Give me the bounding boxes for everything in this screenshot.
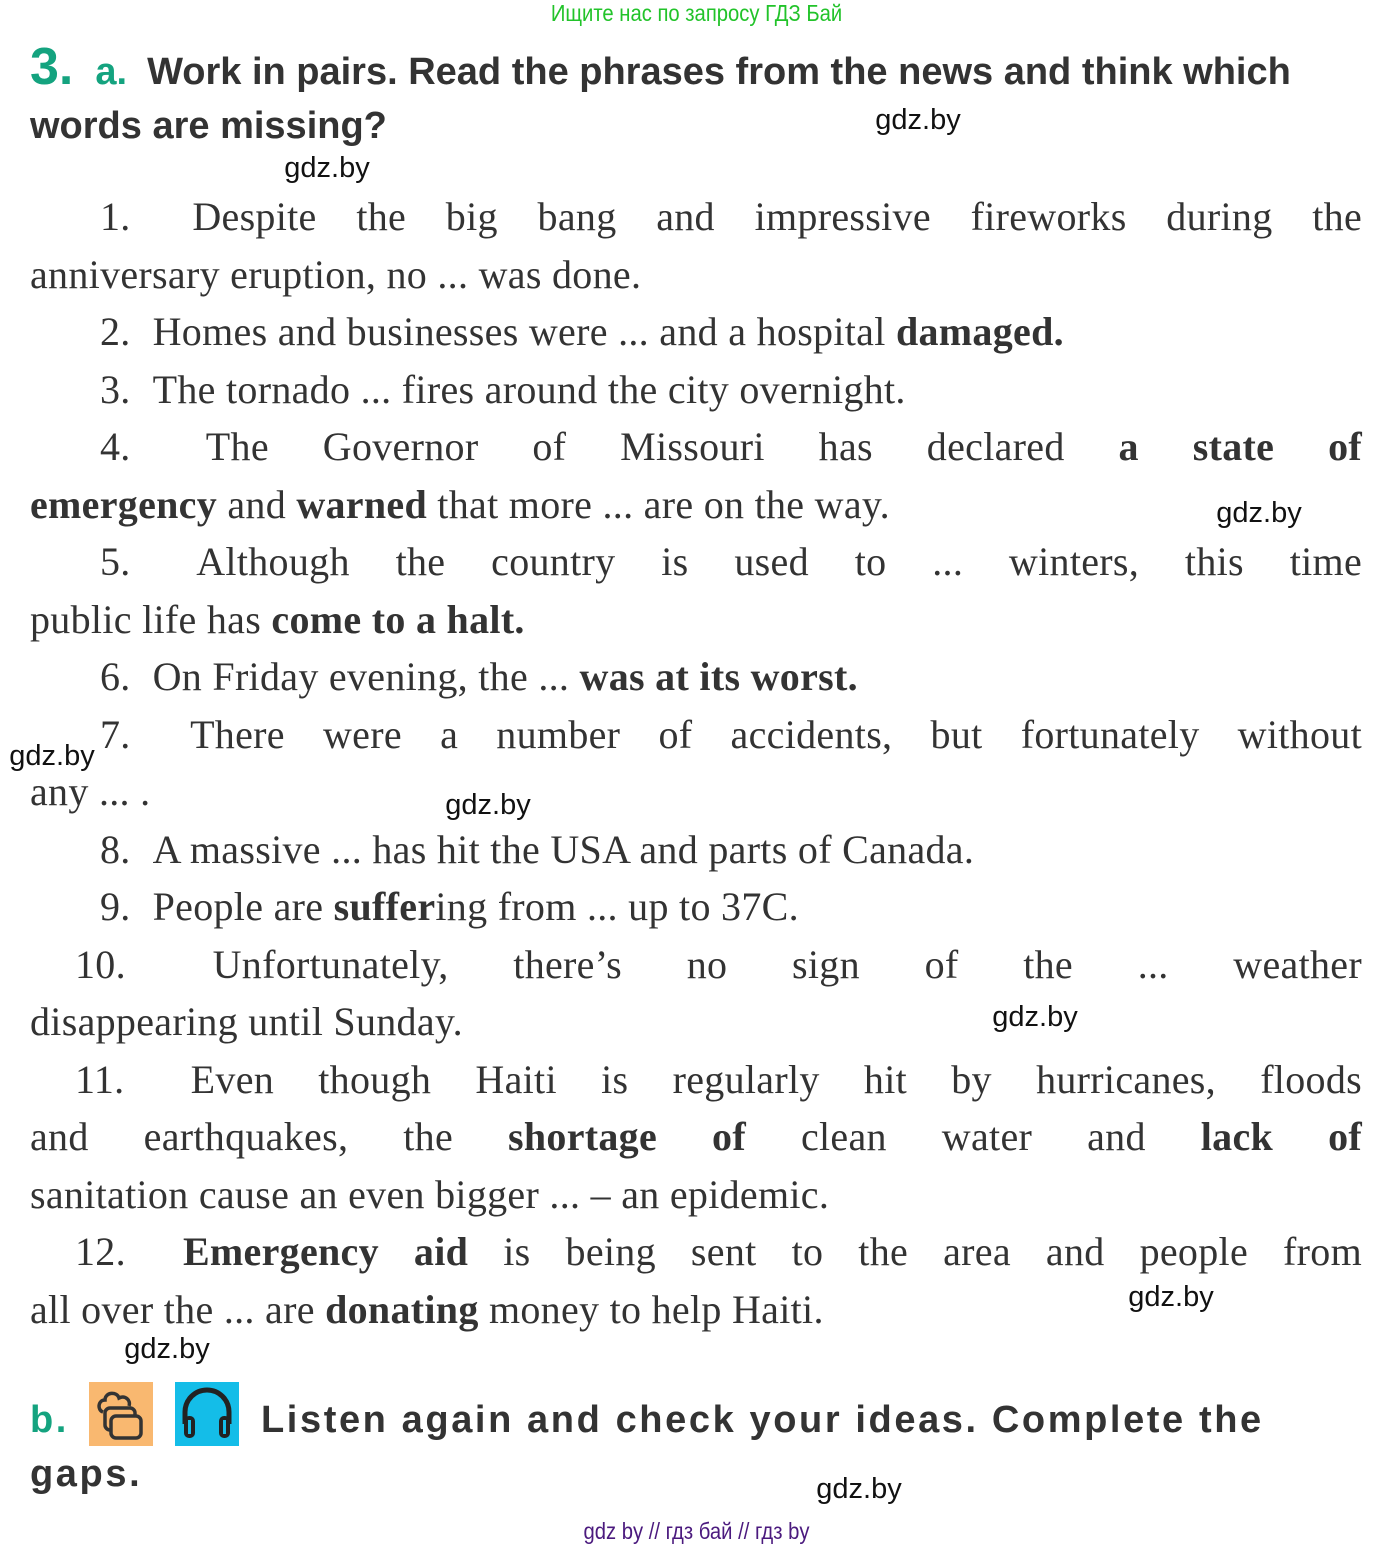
watermark: gdz.by bbox=[9, 740, 95, 772]
item-number: 2. bbox=[100, 309, 131, 354]
sentence-text: that more ... are on the way. bbox=[427, 481, 890, 527]
sentence-line bbox=[100, 307, 1362, 357]
sentence-line bbox=[100, 537, 1362, 587]
watermark: gdz.by bbox=[445, 789, 531, 821]
part-a-label: a. bbox=[95, 51, 128, 93]
watermark: gdz.by bbox=[1216, 497, 1302, 529]
sentence-line bbox=[30, 250, 1362, 300]
bold-phrase: donating bbox=[325, 1286, 479, 1332]
sentence-text: public life has bbox=[30, 596, 272, 642]
item-number: 5. bbox=[100, 539, 131, 584]
headphones-icon bbox=[175, 1382, 239, 1446]
sentence-text: all over the ... are bbox=[30, 1286, 326, 1332]
watermark: gdz.by bbox=[284, 152, 370, 184]
bold-phrase: was at its worst. bbox=[579, 654, 858, 699]
sentence-text: Even though Haiti is regularly hit by hurricanes, floods bbox=[190, 1056, 1362, 1102]
sentence-line bbox=[100, 192, 1362, 242]
sentence-line bbox=[30, 595, 1362, 645]
sentence-line bbox=[30, 1112, 1362, 1162]
item-number: 12. bbox=[75, 1229, 126, 1274]
sentence-line bbox=[30, 997, 1362, 1047]
sentence-line bbox=[75, 1055, 1362, 1105]
sentence-line bbox=[100, 710, 1362, 760]
sentence-text: sanitation cause an even bigger ... – an epidemic. bbox=[30, 1171, 830, 1217]
sentence-line bbox=[100, 882, 1362, 932]
bold-phrase: damaged. bbox=[895, 309, 1064, 354]
watermark: gdz.by bbox=[875, 104, 961, 136]
bold-phrase: suffer bbox=[333, 884, 436, 929]
part-b-label: b. bbox=[30, 1399, 69, 1441]
item-number: 9. bbox=[100, 884, 131, 929]
item-number: 1. bbox=[100, 194, 131, 239]
sentence-line bbox=[100, 825, 1362, 875]
bold-phrase: emergency bbox=[30, 481, 218, 527]
sentence-text: ing from ... up to 37C. bbox=[435, 884, 799, 929]
sentence-text: any ... . bbox=[30, 769, 151, 814]
sentence-text: and bbox=[217, 481, 297, 527]
sentence-text: Despite the big bang and impressive fireworks during the bbox=[192, 194, 1362, 239]
instruction-a: Work in pairs. Read the phrases from the news and think which words are missing? bbox=[30, 51, 1291, 147]
sentence-text: There were a number of accidents, but fortunately without bbox=[190, 711, 1362, 757]
sentence-text: money to help Haiti. bbox=[478, 1286, 824, 1332]
sentence-text: and earthquakes, the bbox=[30, 1114, 508, 1159]
sentence-line bbox=[100, 365, 1362, 415]
sentence-text: The Governor of Missouri has declared bbox=[205, 424, 1119, 469]
instruction-b: Listen again and check your ideas. Complete the gaps. bbox=[30, 1399, 1264, 1495]
item-number: 10. bbox=[75, 941, 126, 987]
bold-phrase: come to a halt. bbox=[271, 596, 525, 642]
bold-phrase: a state of bbox=[1118, 424, 1362, 469]
sentence-text: anniversary eruption, no ... was done. bbox=[30, 251, 642, 297]
sentence-line bbox=[30, 767, 1362, 817]
watermark: gdz.by bbox=[992, 1001, 1078, 1033]
sentence-text: clean water and bbox=[745, 1114, 1201, 1159]
item-number: 3. bbox=[100, 366, 131, 412]
sentence-text: People are bbox=[152, 884, 334, 929]
exercise-number: 3. bbox=[30, 38, 74, 96]
sentence-text: Although the country is used to ... winters, this time bbox=[196, 539, 1363, 584]
sentence-line bbox=[100, 422, 1362, 472]
item-number: 4. bbox=[100, 424, 131, 469]
bold-phrase: warned bbox=[296, 481, 427, 527]
watermark: gdz.by bbox=[124, 1333, 210, 1365]
item-number: 11. bbox=[75, 1056, 125, 1102]
item-number: 7. bbox=[100, 711, 131, 757]
sentence-text: Homes and businesses were ... and a hospital bbox=[152, 309, 896, 354]
exercise-heading bbox=[30, 40, 1365, 153]
sentence-text: disappearing until Sunday. bbox=[30, 999, 463, 1044]
bold-phrase: shortage of bbox=[508, 1114, 746, 1159]
sentence-line bbox=[30, 480, 1362, 530]
sentence-line bbox=[30, 1170, 1362, 1220]
part-b-instruction bbox=[30, 1382, 1362, 1501]
watermark: gdz.by bbox=[1128, 1281, 1214, 1313]
sentence-line bbox=[75, 1227, 1362, 1277]
bottom-banner: gdz by // гдз бай // гдз by bbox=[583, 1518, 810, 1544]
bold-phrase: lack of bbox=[1200, 1114, 1362, 1159]
item-number: 6. bbox=[100, 654, 131, 699]
sentence-text: The tornado ... fires around the city overnight. bbox=[152, 366, 906, 412]
watermark: gdz.by bbox=[816, 1473, 902, 1505]
sentence-text: is being sent to the area and people from bbox=[468, 1229, 1362, 1274]
item-number: 8. bbox=[100, 826, 131, 872]
sentence-line bbox=[75, 940, 1362, 990]
bold-phrase: Emergency aid bbox=[182, 1229, 469, 1274]
sentence-text: A massive ... has hit the USA and parts of Canada. bbox=[152, 826, 975, 872]
sentence-line bbox=[100, 652, 1362, 702]
top-banner: Ищите нас по запросу ГДЗ Бай bbox=[550, 0, 843, 26]
sentence-text: On Friday evening, the ... bbox=[152, 654, 580, 699]
sentence-text: Unfortunately, there’s no sign of the ... weather bbox=[212, 941, 1362, 987]
pair-work-icon bbox=[89, 1382, 153, 1446]
